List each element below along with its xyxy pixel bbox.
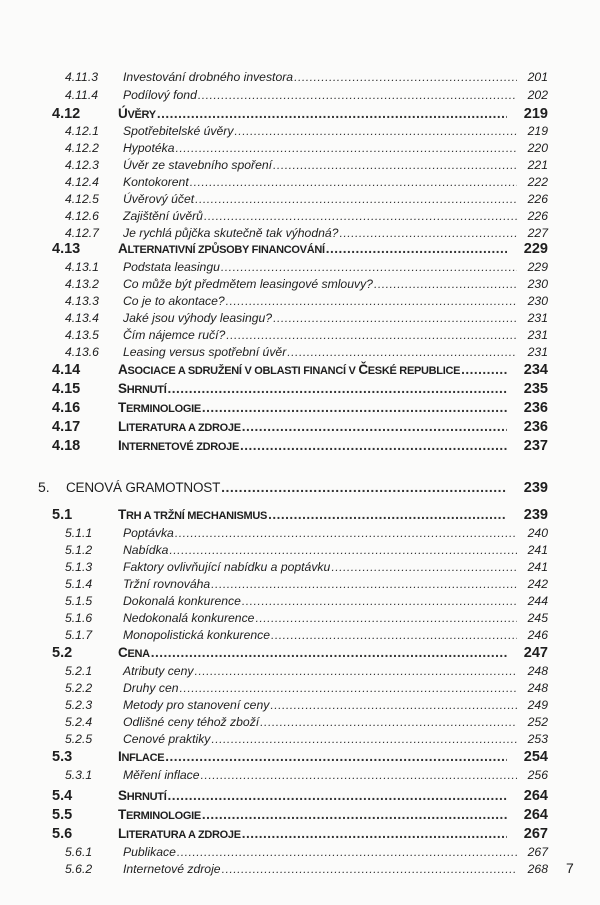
toc-entry-page: 240 — [527, 526, 548, 540]
toc-entry-title: Dokonalá konkurence — [123, 594, 241, 608]
toc-entry — [0, 294, 600, 311]
toc-entry — [0, 277, 600, 294]
toc-entry-number: 4.13.1 — [65, 260, 99, 274]
toc-entry-title: Atributy ceny — [123, 664, 194, 678]
toc-entry-title: Druhy cen — [123, 681, 179, 695]
dot-leader — [177, 845, 517, 859]
dot-leader — [190, 175, 517, 189]
toc-entry-page: 227 — [527, 226, 548, 240]
toc-entry — [0, 698, 600, 715]
toc-entry-number: 4.12.4 — [65, 175, 99, 189]
toc-entry — [0, 577, 600, 594]
toc-entry-number: 4.13.4 — [65, 311, 99, 325]
dot-leader — [167, 788, 507, 803]
toc-entry-page: 236 — [523, 400, 548, 416]
toc-entry-page: 248 — [527, 681, 548, 695]
toc-entry — [0, 845, 600, 862]
toc-entry-number: 4.13.6 — [65, 345, 99, 359]
dot-leader — [255, 611, 517, 625]
toc-entry — [0, 826, 600, 845]
toc-entry-number: 4.12.6 — [65, 209, 99, 223]
dot-leader — [260, 715, 517, 729]
toc-entry-number: 5.1.5 — [65, 594, 93, 608]
toc-entry-number: 4.16 — [52, 400, 81, 416]
toc-entry-number: 5.2.1 — [65, 664, 93, 678]
toc-entry — [0, 141, 600, 158]
toc-entry-title: Metody pro stanovení ceny — [123, 698, 270, 712]
toc-entry-title: Podstata leasingu — [123, 260, 220, 274]
toc-entry-number: 5.1.4 — [65, 577, 93, 591]
toc-entry-number: 4.12.7 — [65, 226, 99, 240]
dot-leader — [194, 664, 517, 678]
toc-entry — [0, 862, 600, 879]
toc-entry-number: 4.12.5 — [65, 192, 99, 206]
toc-entry-number: 4.14 — [52, 362, 81, 378]
toc-entry-number: 5.1 — [52, 507, 73, 523]
toc-entry-number: 5.2 — [52, 645, 73, 661]
toc-entry-title: ASOCIACE A SDRUŽENÍ V OBLASTI FINANCÍ V ČESKÉ REPUBLICE — [118, 362, 461, 377]
dot-leader — [374, 277, 517, 291]
dot-leader — [461, 362, 507, 377]
dot-leader — [198, 88, 517, 102]
toc-entry-title: Tržní rovnováha — [123, 577, 211, 591]
toc-entry-page: 219 — [523, 106, 548, 122]
toc-entry-number: 5.2.5 — [65, 732, 93, 746]
toc-entry-title: LITERATURA A ZDROJE — [118, 419, 241, 434]
toc-entry-page: 229 — [527, 260, 548, 274]
toc-entry-number: 5.6 — [52, 826, 73, 842]
toc-entry-page: 231 — [527, 311, 548, 325]
toc-entry-page: 229 — [523, 241, 548, 257]
dot-leader — [180, 681, 517, 695]
page-number: 7 — [566, 860, 574, 876]
toc-entry — [0, 715, 600, 732]
toc-entry-number: 4.15 — [52, 381, 81, 397]
dot-leader — [268, 507, 507, 522]
toc-entry-number: 5.6.2 — [65, 862, 93, 876]
toc-entry-title: Leasing versus spotřební úvěr — [123, 345, 287, 359]
toc-entry-title: CENA — [118, 645, 150, 660]
toc-entry-number: 4.18 — [52, 438, 81, 454]
dot-leader — [273, 158, 517, 172]
dot-leader — [339, 226, 517, 240]
toc-entry-title: Monopolistická konkurence — [123, 628, 271, 642]
toc-entry-title: ÚVĚRY — [118, 106, 156, 121]
toc-entry — [0, 507, 600, 526]
toc-entry-title: TERMINOLOGIE — [118, 400, 201, 415]
toc-entry-title: INFLACE — [118, 749, 165, 764]
toc-entry-page: 222 — [527, 175, 548, 189]
toc-entry — [0, 681, 600, 698]
toc-entry-page: 202 — [527, 88, 548, 102]
toc-entry-title: Zajištění úvěrů — [123, 209, 203, 223]
toc-entry-title: Publikace — [123, 845, 176, 859]
toc-entry-number: 4.13.5 — [65, 328, 99, 342]
dot-leader — [211, 577, 517, 591]
toc-entry-number: 5.1.7 — [65, 628, 93, 642]
toc-entry-number: 5.2.2 — [65, 681, 93, 695]
toc-entry — [0, 560, 600, 577]
toc-entry — [0, 362, 600, 381]
toc-entry — [0, 70, 600, 87]
dot-leader — [222, 862, 517, 876]
toc-entry-title: Je rychlá půjčka skutečně tak výhodná? — [123, 226, 339, 240]
toc-entry-title: Nabídka — [123, 543, 169, 557]
toc-entry-page: 226 — [527, 192, 548, 206]
toc-entry-number: 5.3 — [52, 749, 73, 765]
dot-leader — [221, 479, 507, 495]
dot-leader — [287, 345, 517, 359]
toc-entry-number: 4.12.1 — [65, 124, 99, 138]
dot-leader — [201, 768, 517, 782]
toc-entry-number: 4.12.2 — [65, 141, 99, 155]
toc-entry-number: 5.1.3 — [65, 560, 93, 574]
toc-entry — [0, 438, 600, 457]
dot-leader — [157, 106, 507, 121]
dot-leader — [211, 732, 517, 746]
dot-leader — [242, 594, 517, 608]
toc-entry — [0, 732, 600, 749]
toc-entry — [0, 768, 600, 785]
dot-leader — [270, 698, 517, 712]
dot-leader — [165, 749, 507, 764]
toc-entry-title: Úvěr ze stavebního spoření — [123, 158, 273, 172]
toc-entry-title: Hypotéka — [123, 141, 175, 155]
toc-entry — [0, 175, 600, 192]
toc-entry-page: 234 — [523, 362, 548, 378]
toc-entry — [0, 106, 600, 125]
toc-entry — [0, 594, 600, 611]
toc-entry — [0, 807, 600, 826]
dot-leader — [169, 543, 517, 557]
toc-entry-page: 254 — [523, 749, 548, 765]
dot-leader — [202, 400, 507, 415]
toc-entry-page: 226 — [527, 209, 548, 223]
dot-leader — [167, 381, 507, 396]
toc-entry-title: Faktory ovlivňující nabídku a poptávku — [123, 560, 331, 574]
dot-leader — [240, 438, 507, 453]
dot-leader — [195, 192, 517, 206]
toc-entry-title: TRH A TRŽNÍ MECHANISMUS — [118, 507, 268, 522]
toc-entry-title: INTERNETOVÉ ZDROJE — [118, 438, 240, 453]
toc-entry-page: 237 — [523, 438, 548, 454]
toc-entry-page: 244 — [527, 594, 548, 608]
toc-entry-title: Měření inflace — [123, 768, 200, 782]
toc-entry — [0, 260, 600, 277]
toc-entry — [0, 645, 600, 664]
dot-leader — [273, 311, 517, 325]
toc-entry-title: Odlišné ceny téhož zboží — [123, 715, 260, 729]
toc-entry — [0, 88, 600, 105]
toc-entry-number: 5. — [38, 479, 50, 495]
toc-entry-title: CENOVÁ GRAMOTNOST — [66, 480, 221, 495]
toc-entry-title: Investování drobného investora — [123, 70, 294, 84]
toc-entry-number: 4.11.3 — [65, 70, 98, 84]
toc-entry-page: 253 — [527, 732, 548, 746]
dot-leader — [234, 124, 517, 138]
toc-entry-page: 268 — [527, 862, 548, 876]
dot-leader — [271, 628, 517, 642]
toc-entry-title: Poptávka — [123, 526, 174, 540]
toc-entry — [0, 788, 600, 807]
toc-entry-title: Co může být předmětem leasingové smlouvy? — [123, 277, 373, 291]
dot-leader — [202, 807, 507, 822]
toc-entry-page: 246 — [527, 628, 548, 642]
toc-entry-number: 4.12.3 — [65, 158, 99, 172]
toc-entry-number: 5.5 — [52, 807, 73, 823]
toc-entry — [0, 209, 600, 226]
toc-entry-number: 5.1.2 — [65, 543, 93, 557]
toc-entry-page: 230 — [527, 277, 548, 291]
toc-entry-page: 247 — [523, 645, 548, 661]
toc-entry — [0, 158, 600, 175]
toc-entry-page: 236 — [523, 419, 548, 435]
toc-entry — [0, 664, 600, 681]
toc-entry — [0, 124, 600, 141]
toc-entry — [0, 543, 600, 560]
dot-leader — [204, 209, 517, 223]
toc-entry-page: 241 — [527, 560, 548, 574]
toc-entry — [0, 419, 600, 438]
toc-entry — [0, 241, 600, 260]
toc-entry-page: 219 — [527, 124, 548, 138]
toc-entry-number: 5.6.1 — [65, 845, 93, 859]
toc-entry-page: 241 — [527, 543, 548, 557]
toc-entry-title: Spotřebitelské úvěry — [123, 124, 234, 138]
dot-leader — [151, 645, 507, 660]
toc-entry-page: 231 — [527, 345, 548, 359]
toc-entry-title: Podílový fond — [123, 88, 197, 102]
toc-entry-page: 221 — [527, 158, 548, 172]
dot-leader — [226, 328, 517, 342]
toc-entry — [0, 192, 600, 209]
toc-entry-number: 5.1.6 — [65, 611, 93, 625]
toc-entry-title: Internetové zdroje — [123, 862, 221, 876]
toc-entry-number: 4.12 — [52, 106, 81, 122]
toc-entry-title: SHRNUTÍ — [118, 788, 167, 803]
toc-entry-page: 252 — [527, 715, 548, 729]
toc-entry-number: 4.17 — [52, 419, 81, 435]
toc-entry — [0, 611, 600, 628]
toc-entry-title: ALTERNATIVNÍ ZPŮSOBY FINANCOVÁNÍ — [118, 241, 325, 256]
toc-entry-page: 249 — [527, 698, 548, 712]
toc-entry-page: 267 — [527, 845, 548, 859]
toc-entry-number: 5.2.3 — [65, 698, 93, 712]
toc-entry-number: 4.13.3 — [65, 294, 99, 308]
dot-leader — [331, 560, 517, 574]
toc-entry — [0, 628, 600, 645]
toc-entry-page: 231 — [527, 328, 548, 342]
dot-leader — [242, 419, 507, 434]
toc-entry-page: 264 — [523, 807, 548, 823]
toc-entry — [0, 381, 600, 400]
toc-entry-number: 4.11.4 — [65, 88, 98, 102]
toc-entry-page: 239 — [523, 507, 548, 523]
toc-entry-page: 220 — [527, 141, 548, 155]
toc-entry-title: Nedokonalá konkurence — [123, 611, 255, 625]
toc-entry-page: 235 — [523, 381, 548, 397]
dot-leader — [176, 141, 518, 155]
toc-entry-page: 248 — [527, 664, 548, 678]
toc-entry-page: 242 — [527, 577, 548, 591]
toc-entry-number: 4.13.2 — [65, 277, 99, 291]
toc-entry — [0, 400, 600, 419]
toc-entry-title: Cenové praktiky — [123, 732, 211, 746]
dot-leader — [221, 260, 517, 274]
toc-entry — [0, 526, 600, 543]
toc-entry-title: Jaké jsou výhody leasingu? — [123, 311, 273, 325]
toc-entry-page: 201 — [527, 70, 548, 84]
dot-leader — [294, 70, 517, 84]
toc-entry-title: Co je to akontace? — [123, 294, 225, 308]
toc-entry-page: 264 — [523, 788, 548, 804]
toc-entry-page: 256 — [527, 768, 548, 782]
dot-leader — [242, 826, 507, 841]
toc-entry-number: 5.3.1 — [65, 768, 93, 782]
toc-entry — [0, 479, 600, 499]
toc-entry-number: 5.2.4 — [65, 715, 93, 729]
toc-entry — [0, 345, 600, 362]
toc-entry — [0, 311, 600, 328]
toc-entry-number: 5.1.1 — [65, 526, 93, 540]
toc-entry-title: Kontokorent — [123, 175, 189, 189]
toc-entry-title: Úvěrový účet — [123, 192, 195, 206]
toc-entry-title: TERMINOLOGIE — [118, 807, 201, 822]
toc-entry-number: 5.4 — [52, 788, 73, 804]
toc-entry-page: 239 — [523, 480, 548, 496]
toc-entry-title: LITERATURA A ZDROJE — [118, 826, 241, 841]
toc-entry-number: 4.13 — [52, 241, 81, 257]
toc-entry-title: SHRNUTÍ — [118, 381, 167, 396]
toc-entry — [0, 328, 600, 345]
dot-leader — [175, 526, 517, 540]
dot-leader — [326, 241, 507, 256]
toc-entry-page: 230 — [527, 294, 548, 308]
dot-leader — [226, 294, 517, 308]
toc-entry — [0, 749, 600, 768]
toc-entry-title: Čím nájemce ručí? — [123, 328, 226, 342]
toc-entry-page: 245 — [527, 611, 548, 625]
toc-entry-page: 267 — [523, 826, 548, 842]
